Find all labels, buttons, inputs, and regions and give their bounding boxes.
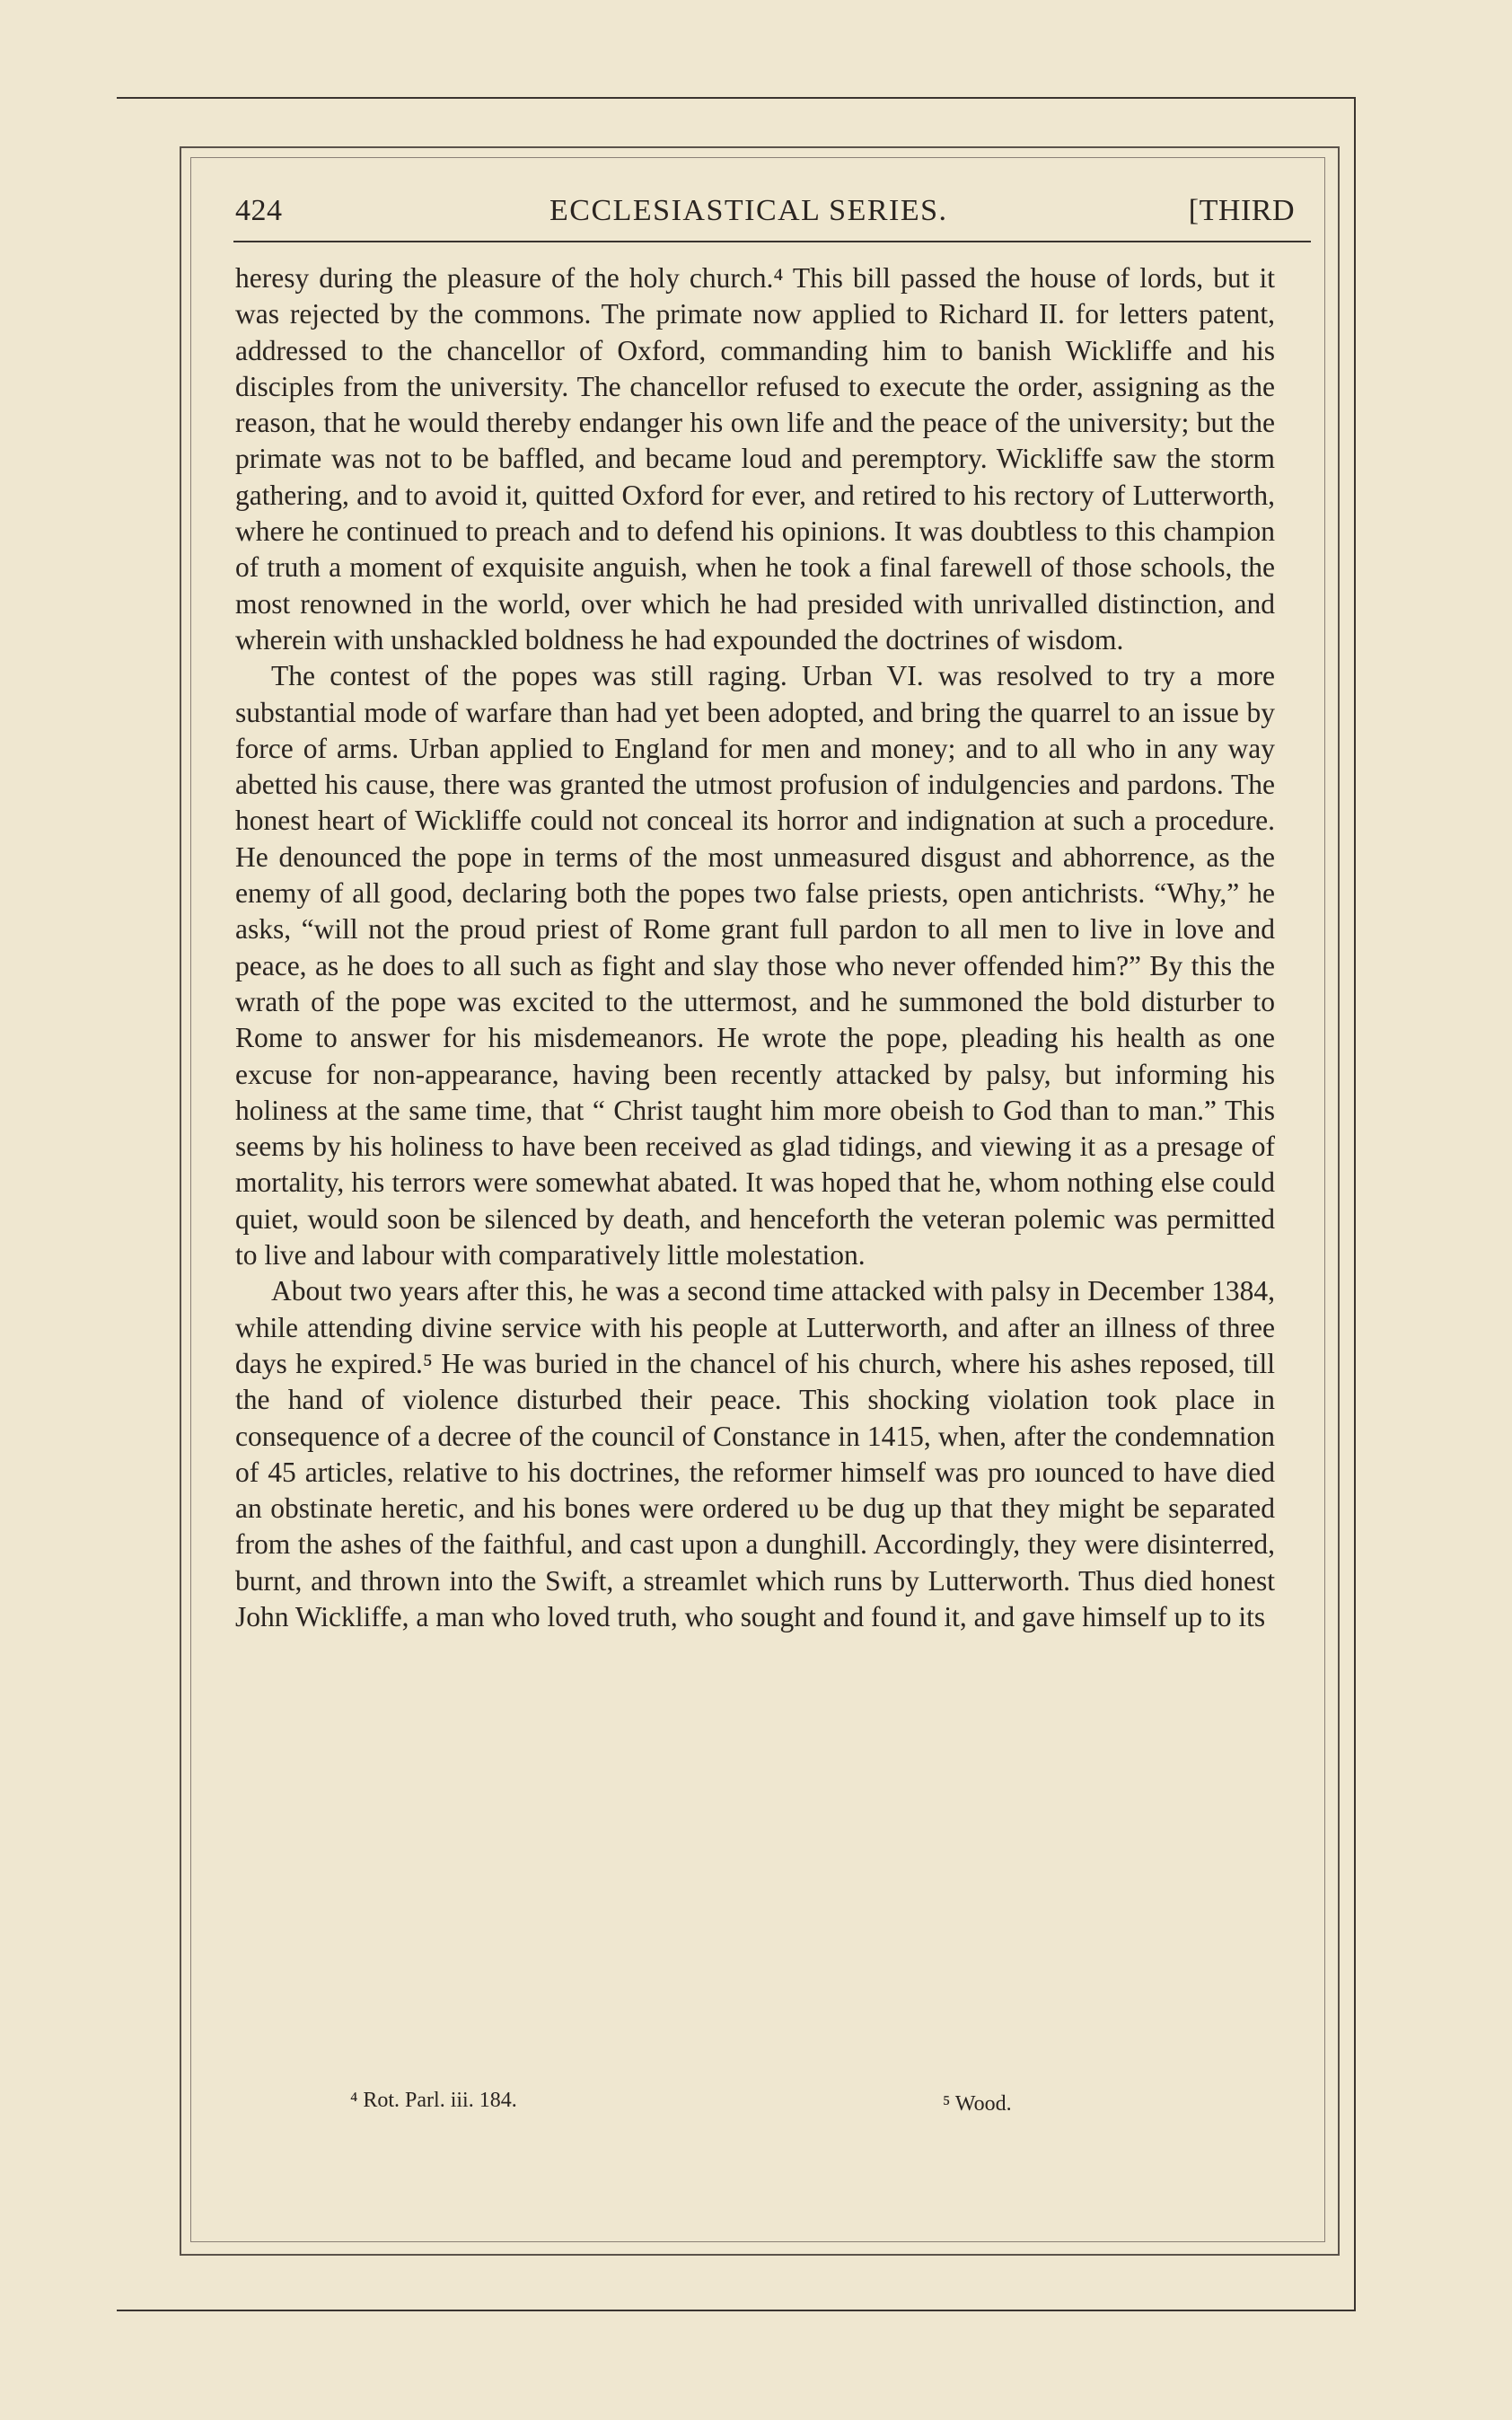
footnote-4: ⁴ Rot. Parl. iii. 184. bbox=[350, 2089, 517, 2112]
running-title: ECCLESIASTICAL SERIES. bbox=[549, 194, 948, 227]
header-rule bbox=[233, 241, 1311, 242]
footnote-5: ⁵ Wood. bbox=[943, 2092, 1012, 2116]
paragraph-2: The contest of the popes was still raging. Urban VI. was resolved to try a more substantial mode of warfare than had yet been adopted, and bring the quarrel to an issue by force of arms. Urban applied to England for men and money; and to all who in any way abetted his cause, there was granted the utmost profusion of indulgencies and pardons. The honest heart of Wickliffe could not conceal its horror and indignation at such a procedure. He denounced the pope in terms of the most unmeasured disgust and abhorrence, as the enemy of all good, declaring both the popes two false priests, open antichrists. “Why,” he asks, “will not the proud priest of Rome grant full pardon to all men to live in love and peace, as he does to all such as fight and slay those who never offended him?” By this the wrath of the pope was excited to the uttermost, and he summoned the bold disturber to Rome to answer for his misdemeanors. He wrote the pope, pleading his health as one excuse for non-appearance, having been recently attacked by palsy, but informing his holiness at the same time, that “ Christ taught him more obeish to God than to man.” This seems by his holiness to have been received as glad tidings, and viewing it as a presage of mortality, his terrors were somewhat abated. It was hoped that he, whom nothing else could quiet, would soon be silenced by death, and henceforth the veteran polemic was permitted to live and labour with comparatively little molestation. bbox=[235, 660, 1275, 1272]
section-marker: [THIRD bbox=[1188, 194, 1295, 227]
footnotes bbox=[233, 2089, 1275, 2134]
paragraph-3: About two years after this, he was a second time attacked with palsy in December 1384, while attending divine service with his people at Lutterworth, and after an illness of three days he expired.⁵ He was buried in the chancel of his church, where his ashes reposed, till the hand of violence disturbed their peace. This shocking violation took place in consequence of a decree of the council of Constance in 1415, when, after the condemnation of 45 articles, relative to his doctrines, the reformer himself was pro ıounced to have died an obstinate heretic, and his bones were ordered ιυ be dug up that they might be separated from the ashes of the faithful, and cast upon a dunghill. Accordingly, they were disinterred, burnt, and thrown into the Swift, a streamlet which runs by Lutterworth. Thus died honest John Wickliffe, a man who loved truth, who sought and found it, and gave himself up to its bbox=[235, 1275, 1275, 1632]
page-number: 424 bbox=[235, 194, 283, 227]
body-text bbox=[235, 260, 1275, 1635]
running-head bbox=[235, 194, 1313, 239]
paragraph-1: heresy during the pleasure of the holy church.⁴ This bill passed the house of lords, but it was rejected by the commons. The primate now applied to Richard II. for letters patent, addressed to the chancellor of Oxford, commanding him to banish Wickliffe and his disciples from the university. The chancellor refused to execute the order, assigning as the reason, that he would thereby endanger his own life and the peace of the university; but the primate was not to be baffled, and became loud and peremptory. Wickliffe saw the storm gathering, and to avoid it, quitted Oxford for ever, and retired to his rectory of Lutterworth, where he continued to preach and to defend his opinions. It was doubtless to this champion of truth a moment of exquisite anguish, when he took a final farewell of those schools, the most renowned in the world, over which he had presided with unrivalled distinction, and wherein with unshackled boldness he had expounded the doctrines of wisdom. bbox=[235, 262, 1275, 656]
